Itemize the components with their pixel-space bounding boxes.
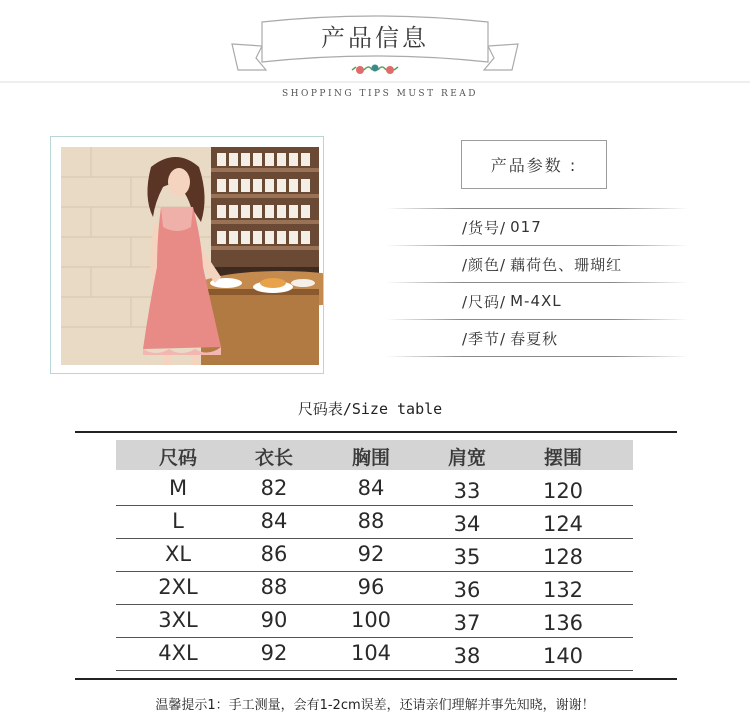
table-cell-length: 82 (260, 476, 288, 500)
table-cell-bust: 100 (350, 608, 392, 632)
table-cell-hem: 124 (542, 512, 584, 536)
size-table-title: 尺码表/Size table (297, 400, 443, 418)
param-label: /颜色/ (462, 255, 507, 274)
table-header-shoulder: 肩宽 (447, 447, 486, 469)
table-cell-length: 88 (260, 575, 288, 599)
page-title: 产品信息 (321, 24, 429, 52)
table-row-divider (116, 571, 633, 572)
page-subtitle: SHOPPING TIPS MUST READ (281, 89, 478, 99)
table-header-size: 尺码 (158, 447, 197, 469)
table-row-divider (116, 505, 633, 506)
params-title: 产品参数 : (461, 140, 607, 189)
table-cell-size: 4XL (158, 641, 198, 665)
table-cell-shoulder: 33 (453, 479, 481, 503)
table-cell-size: M (168, 476, 188, 500)
table-cell-hem: 140 (542, 644, 584, 668)
table-cell-size: 3XL (158, 608, 198, 632)
param-label: /季节/ (462, 329, 507, 348)
flower-ornament-icon (352, 65, 398, 75)
table-cell-bust: 84 (357, 476, 385, 500)
table-cell-bust: 92 (357, 542, 385, 566)
table-cell-length: 84 (260, 509, 288, 533)
table-cell-size: L (172, 509, 184, 533)
table-cell-bust: 104 (350, 641, 392, 665)
table-row-divider (116, 670, 633, 671)
table-cell-hem: 128 (542, 545, 584, 569)
table-cell-size: XL (164, 542, 192, 566)
param-row-season (462, 320, 702, 356)
table-cell-hem: 136 (542, 611, 584, 635)
table-cell-shoulder: 35 (453, 545, 481, 569)
table-cell-length: 92 (260, 641, 288, 665)
product-photo-illustration (51, 137, 323, 373)
param-row-color (462, 246, 702, 282)
table-cell-bust: 88 (357, 509, 385, 533)
param-value: 春夏秋 (510, 329, 559, 348)
header-banner (0, 0, 750, 110)
table-cell-shoulder: 37 (453, 611, 481, 635)
table-cell-size: 2XL (158, 575, 198, 599)
table-cell-hem: 120 (542, 479, 584, 503)
table-bottom-rule (75, 678, 677, 680)
param-value: 藕荷色、珊瑚红 (510, 255, 623, 274)
param-divider (386, 356, 688, 357)
product-photo (50, 136, 324, 374)
table-cell-shoulder: 38 (453, 644, 481, 668)
param-value: M-4XL (510, 292, 562, 310)
table-row-divider (116, 538, 633, 539)
param-row-size (462, 283, 702, 319)
table-cell-shoulder: 34 (453, 512, 481, 536)
param-row-item-number (462, 209, 702, 245)
table-cell-shoulder: 36 (453, 578, 481, 602)
measurement-tip: 温馨提示1：手工测量，会有1-2cm误差，还请亲们理解并事先知晓，谢谢！ (155, 698, 595, 713)
table-row-divider (116, 637, 633, 638)
param-value: 017 (510, 218, 542, 236)
param-label: /尺码/ (462, 292, 507, 311)
param-label: /货号/ (462, 218, 507, 237)
table-row-divider (116, 604, 633, 605)
table-header-hem: 摆围 (543, 447, 582, 469)
table-top-rule (75, 431, 677, 433)
table-cell-length: 90 (260, 608, 288, 632)
table-cell-bust: 96 (357, 575, 385, 599)
table-cell-hem: 132 (542, 578, 584, 602)
table-cell-length: 86 (260, 542, 288, 566)
table-header-length: 衣长 (254, 447, 293, 469)
table-header-bust: 胸围 (351, 447, 390, 469)
